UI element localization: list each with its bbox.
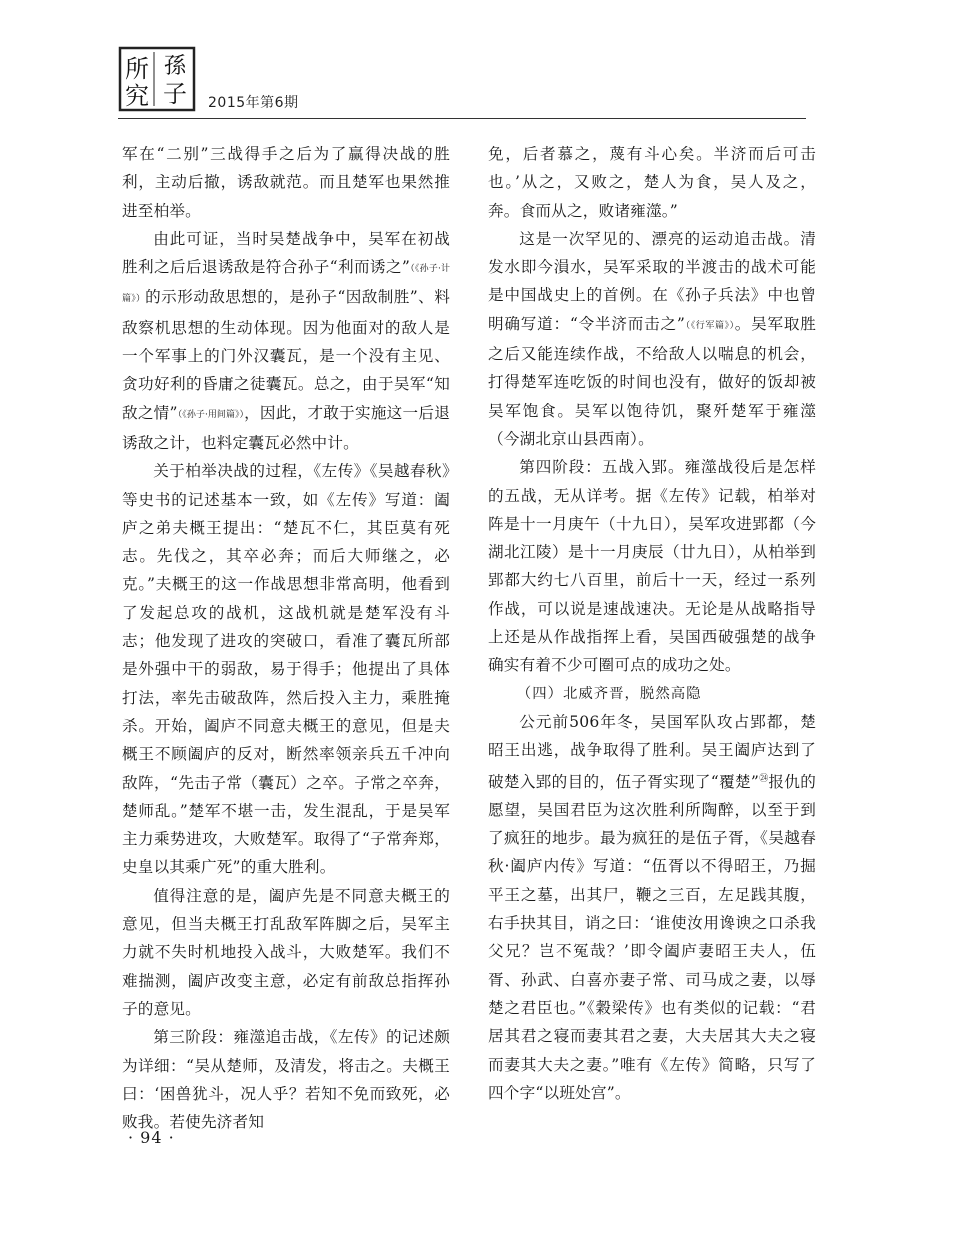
text-run: 这是一次罕见的、漂亮的运动追击战。清发水即今溳水，吴军采取的半渡击的战术可能是中国战史上的首例。在《孙子兵法》中也曾明确写道：“令半济而击之” [488,229,816,333]
logo-char-4: 子 [163,80,187,108]
text-run: ，因此，才敢于实施这一后退诱敌之计，也料定囊瓦必然中计。 [122,403,450,452]
paragraph [488,453,816,679]
text-run: 关于柏举决战的过程，《左传》《吴越春秋》等史书的记述基本一致，如《左传》写道：阖庐之弟夫概王提出：“楚瓦不仁，其臣莫有死志。先伐之，其卒必奔；而后大师继之，必克。”夫概王的这一作战思想非常高明，他看到了发起总攻的战机，这战机就是楚军没有斗志；他发现了进攻的突破口，看准了囊瓦所部是外强中干的弱敌，易于得手；他提出了具体打法，率先击破敌阵，然后投入主力，乘胜掩杀。开始，阖庐不同意夫概王的意见，但是夫概王不顾阖庐的反对，断然率领亲兵五千冲向敌阵，“先击子常（囊瓦）之卒。子常之卒奔，楚师乱。”楚军不堪一击，发生混乱，于是吴军主力乘势进攻，大败楚军。取得了“子常奔郑，史皇以其乘广死”的重大胜利。 [122,462,450,877]
journal-logo [118,46,196,112]
footnote-mark: ㉔ [759,773,769,784]
paragraph [122,882,450,1023]
paragraph [122,225,450,457]
citation-note: （《孙子·计篇》） [122,264,450,305]
text-run: （四）北威齐晋，脱然高隐 [516,685,702,702]
paragraph [488,140,816,225]
paragraph [488,708,816,1107]
section-heading [488,680,816,708]
logo-char-3: 究 [125,82,149,110]
text-run: 第三阶段：雍澨追击战，《左传》的记述颇为详细：“吴从楚师，及清发，将击之。夫概王曰：‘困兽犹斗，况人乎？若知不免而致死，必败我。若使先济者知 [122,1028,450,1132]
text-run: 第四阶段：五战入郢。雍澨战役后是怎样的五战，无从详考。据《左传》记载，柏举对阵是十一月庚午（十九日），吴军攻进郢都（今湖北江陵）是十一月庚辰（廿九日），从柏举到郢都大约七八百里，前后十一天，经过一系列作战，可以说是速战速决。无论是从战略指导上还是从作战指挥上看，吴国西破强楚的战争确实有着不少可圈可点的成功之处。 [488,458,816,675]
header-rule [118,118,806,119]
citation-note: （《行军篇》） [685,320,735,331]
text-run: 免，后者慕之，蔑有斗心矣。半济而后可击也。’从之，又败之，楚人为食，吴人及之，奔。食而从之，败诸雍澨。” [488,145,816,220]
paragraph [122,140,450,225]
text-run: 。吴军取胜之后又能连续作战，不给敌人以喘息的机会，打得楚军连吃饭的时间也没有，做好的饭却被吴军饱食。吴军以饱待饥，聚歼楚军于雍澨（今湖北京山县西南）。 [488,314,816,448]
paragraph [122,1023,450,1136]
text-run: 报仇的愿望，吴国君臣为这次胜利所陶醉，以至于到了疯狂的地步。最为疯狂的是伍子胥，《吴越春秋·阖庐内传》写道：“伍胥以不得昭王，乃掘平王之墓，出其尸，鞭之三百，左足践其腹，右手抉其目，诮之曰：‘谁使汝用谗谀之口杀我父兄？岂不冤哉？’即令阖庐妻昭王夫人，伍胥、孙武、白喜亦妻子常、司马成之妻，以辱楚之君臣也。”《穀梁传》也有类似的记载：“君居其君之寝而妻其君之妻，大夫居其大夫之寝而妻其大夫之妻。”唯有《左传》简略，只写了四个字“以班处宫”。 [488,772,816,1102]
text-run: 的示形动敌思想的，是孙子“因敌制胜”、料敌察机思想的生动体现。因为他面对的敌人是一个军事上的门外汉囊瓦，是一个没有主见、贪功好利的昏庸之徒囊瓦。总之，由于吴军“知敌之情” [122,288,450,422]
text-run: 公元前506年冬，吴国军队攻占郢都，楚昭王出逃，战争取得了胜利。吴王阖庐达到了破楚入郢的目的，伍子胥实现了“覆楚” [488,712,816,791]
text-run: 值得注意的是，阖庐先是不同意夫概王的意见，但当夫概王打乱敌军阵脚之后，吴军主力就不失时机地投入战斗，大败楚军。我们不难揣测，阖庐改变主意，必定有前敌总指挥孙子的意见。 [122,886,450,1018]
text-run: 军在“二别”三战得手之后为了赢得决战的胜利，主动后撤，诱敌就范。而且楚军也果然推进至柏举。 [122,145,450,220]
logo-char-2: 孫 [163,54,187,79]
logo-char-1: 所 [125,55,149,83]
citation-note: （《孙子·用间篇》） [177,409,245,420]
text-run: 由此可证，当时吴楚战争中，吴军在初战胜利之后后退诱敌是符合孙子“利而诱之” [122,229,450,277]
page-number: · 94 · [128,1128,175,1147]
right-column [488,140,816,1107]
issue-label: 2015年第6期 [208,95,299,111]
left-column [122,140,450,1136]
paragraph [122,457,450,881]
paragraph [488,225,816,453]
